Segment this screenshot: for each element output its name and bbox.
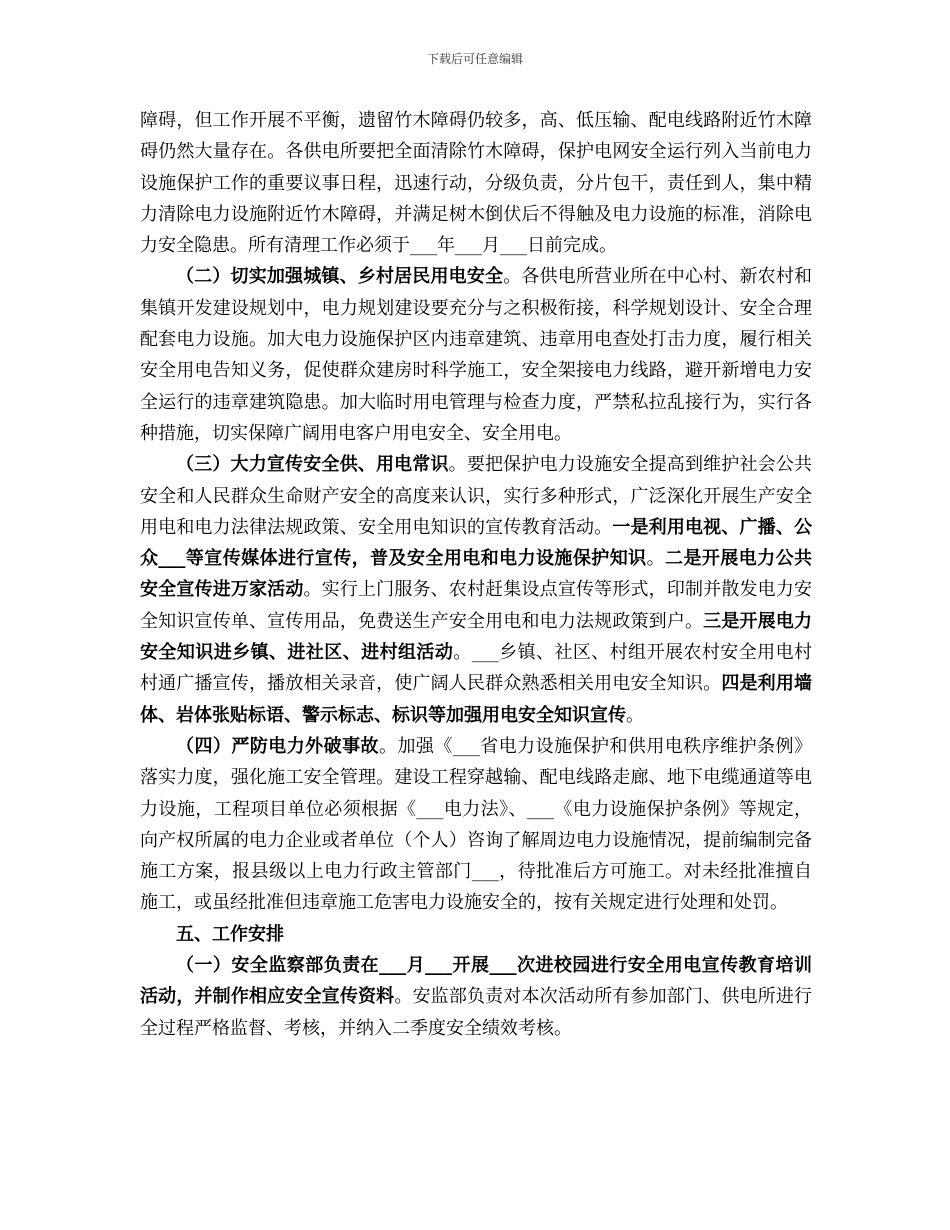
text-run: 。	[646, 548, 666, 570]
document-body	[140, 105, 812, 1044]
text-run: 。安监部负责对本次活动所有参加部门、供电所进行全过程严格监督、考核，并纳入二季度安全绩效考核。	[140, 986, 813, 1039]
text-run: 。各供电所营业所在中心村、新农村和集镇开发建设规划中，电力规划建设要充分与之积极衔接，科学规划设计、安全合理配套电力设施。加大电力设施保护区内违章建筑、违章用电查处打击力度，履行相关安全用电告知义务，促使群众建房时科学施工，安全架接电力线路，避开新增电力安全运行的违章建筑隐患。加大临时用电管理与检查力度，严禁私拉乱接行为，实行各种措施，切实保障广阔用电客户用电安全、安全用电。	[140, 266, 813, 444]
bold-point-1: 一是利用电视、广播、公众___等宣传媒体进行宣传，普及安全用电和电力设施保护知识	[140, 516, 813, 570]
section-heading: （三）大力宣传安全供、用电常识	[176, 454, 449, 476]
section-heading: （四）严防电力外破事故	[176, 735, 379, 757]
section-heading: （二）切实加强城镇、乡村居民用电安全	[176, 266, 504, 288]
text-run: 障碍，但工作开展不平衡，遗留竹木障碍仍较多，高、低压输、配电线路附近竹木障碍仍然大量存在。各供电所要把全面清除竹木障碍，保护电网安全运行列入当前电力设施保护工作的重要议事日程，迅速行动，分级负责，分片包干，责任到人，集中精力清除电力设施附近竹木障碍，并满足树木倒伏后不得触及电力设施的标准，消除电力安全隐患。所有清理工作必须于___年___月___日前完成。	[140, 110, 812, 257]
text-run: 。加强《___省电力设施保护和供用电秩序维护条例》落实力度，强化施工安全管理。建设工程穿越输、配电线路走廊、地下电缆通道等电力设施，工程项目单位必须根据《___电力法》、___《电力设施保护条例》等规定，向产权所属的电力企业或者单位（个人）咨询了解周边电力设施情况，提前编制完备施工方案，报县级以上电力行政主管部门___，待批准后方可施工。对未经批准擅自施工，或虽经批准但违章施工危害电力设施安全的，按有关规定进行处理和处罚。	[140, 735, 812, 914]
paragraph-safety-publicity	[140, 449, 812, 731]
section-heading: （一）安全监察部负责在___月___开展___次进校园进行安全用电宣传教育培训活动，并制作相应安全宣传资料	[140, 955, 812, 1008]
paragraph-campus-training	[140, 950, 812, 1044]
section-title-work-arrangement	[140, 919, 812, 950]
paragraph-residential-safety	[140, 261, 812, 449]
bold-point-2: 二是开展电力公共安全宣传进万家活动	[140, 548, 813, 601]
text-run: 。___乡镇、社区、村组开展农村安全用电村村通广播宣传，播放相关录音，使广阔人民群众熟悉相关用电安全知识。	[140, 642, 813, 695]
text-run: 。实行上门服务、农村赶集设点宣传等形式，印制并散发电力安全知识宣传单、宣传用品，免费送生产安全用电和电力法规政策到户。	[140, 579, 812, 632]
section-title: 五、工作安排	[176, 923, 284, 945]
text-run: 。要把保护电力设施安全提高到维护社会公共安全和人民群众生命财产安全的高度来认识，实行多种形式，广泛深化开展生产安全用电和电力法律法规政策、安全用电知识的宣传教育活动。	[140, 454, 813, 538]
paragraph-obstacle-clearing	[140, 105, 812, 261]
text-run: 。	[626, 704, 644, 726]
page-header: 下载后可任意编辑	[426, 52, 523, 66]
bold-point-4: 四是利用墙体、岩体张贴标语、警示标志、标识等加强用电安全知识宣传	[140, 673, 813, 726]
bold-point-3: 三是开展电力安全知识进乡镇、进社区、进村组活动	[140, 610, 813, 664]
paragraph-external-damage	[140, 731, 812, 919]
